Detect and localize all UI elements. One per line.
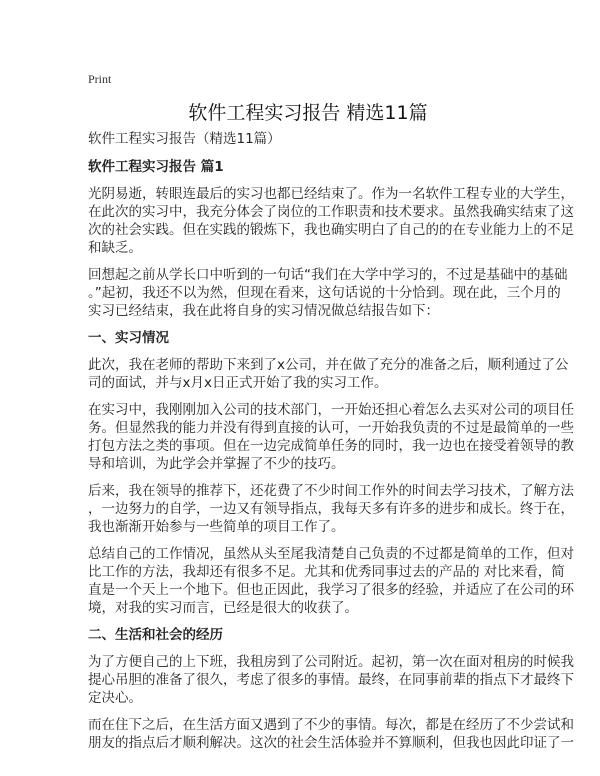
paragraph (88, 356, 569, 392)
paragraph-line: 朋友的指点后才顺利解决。这次的社会生活体验并不算顺利，但我也因此印证了一 (88, 735, 574, 751)
document-subtitle: 软件工程实习报告（精选11篇） (88, 131, 281, 147)
paragraph (88, 545, 574, 617)
paragraph (88, 482, 574, 536)
section-heading: 一、实习情况 (88, 330, 169, 346)
paragraph-line: 而在住下之后，在生活方面又遇到了不少的事情。每次，都是在经历了不少尝试和 (88, 717, 574, 733)
paragraph (88, 401, 574, 473)
paragraph-line: 。”起初，我还不以为然，但现在看来，这句话说的十分恰到。现在此，三个月的 (88, 285, 561, 301)
paragraph-line: 为了方便自己的上下班，我租房到了公司附近。起初，第一次在面对租房的时候我 (88, 654, 574, 670)
paragraph-line: 比工作的方法，我却还有很多不足。尤其和优秀同事过去的产品的 对比来看，简 (88, 564, 565, 580)
document-body (88, 158, 574, 752)
paragraph-line: 直是一个天上一个地下。但也正因此，我学习了很多的经验，并适应了在公司的环 (88, 582, 574, 598)
paragraph (88, 266, 568, 320)
paragraph-line: 提心吊胆的准备了很久，考虑了很多的事情。最终，在同事前辈的指点下才最终下 (88, 672, 574, 688)
paragraph-line: 总结自己的工作情况，虽然从头至尾我清楚自己负责的不过都是简单的工作，但对 (88, 546, 574, 562)
section-heading: 二、生活和社会的经历 (88, 627, 223, 643)
paragraph-line: 导和培训，为此学会并掌握了不少的技巧。 (88, 456, 345, 472)
paragraph-line: 回想起之前从学长口中听到的一句话“我们在大学中学习的，不过是基础中的基础 (88, 267, 568, 283)
paragraph-line: 实习已经结束，我在此将自身的实习情况做总结报告如下： (88, 303, 439, 319)
paragraph-line: 司的面试，并与x月x日正式开始了我的实习工作。 (88, 375, 388, 391)
paragraph-line: 务。但显然我的能力并没有得到直接的认可，一开始我负责的不过是最简单的一些 (88, 420, 574, 436)
paragraph-line: 此次，我在老师的帮助下来到了x公司，并在做了充分的准备之后，顺利通过了公 (88, 357, 569, 373)
print-link[interactable]: Print (88, 72, 112, 86)
paragraph-line: 在实习中，我刚刚加入公司的技术部门，一开始还担心着怎么去买对公司的项目任 (88, 402, 574, 418)
paragraph-line: 次的社会实践。但在实践的锻炼下，我也确实明白了自己的的在专业能力上的不足 (88, 222, 574, 238)
paragraph-line: 定决心。 (88, 690, 142, 706)
paragraph-line: 光阴易逝，转眼连最后的实习也都已经结束了。作为一名软件工程专业的大学生， (88, 186, 574, 202)
paragraph-line: 和缺乏。 (88, 240, 142, 256)
document-page (88, 70, 574, 761)
paragraph-line: ，一边努力的自学，一边又有领导指点，我每天多有许多的进步和成长。终于在， (88, 501, 574, 517)
paragraph-line: 打包方法之类的事项。但在一边完成简单任务的同时，我一边也在接受着领导的教 (88, 438, 574, 454)
paragraph (88, 653, 574, 707)
paragraph-line: 境，对我的实习而言，已经是很大的收获了。 (88, 600, 358, 616)
section-heading: 软件工程实习报告 篇1 (88, 159, 224, 175)
paragraph (88, 716, 574, 752)
paragraph-line: 后来，我在领导的推荐下，还花费了不少时间工作外的时间去学习技术，了解方法 (88, 483, 574, 499)
paragraph (88, 185, 574, 257)
paragraph-line: 我也渐渐开始参与一些简单的项目工作了。 (88, 519, 345, 535)
document-title: 软件工程实习报告 精选11篇 (188, 102, 428, 124)
paragraph-line: 在此次的实习中，我充分体会了岗位的工作职责和技术要求。虽然我确实结束了这 (88, 204, 574, 220)
